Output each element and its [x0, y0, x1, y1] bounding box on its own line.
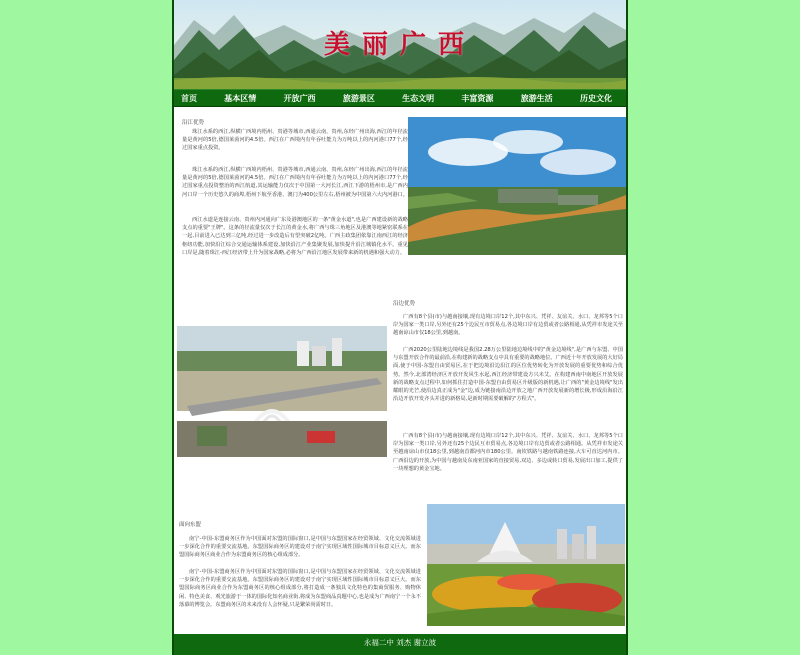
- nav-item-scenic-spots[interactable]: 旅游景区: [342, 93, 375, 103]
- nav-item-home[interactable]: 首页: [181, 93, 197, 103]
- main-nav: [174, 89, 626, 107]
- banner: [174, 0, 626, 89]
- asean-expo-photo: [427, 504, 625, 626]
- section-title-asean: 面向东盟: [179, 522, 202, 528]
- section3-paragraph-2: 南宁-中国-东盟商务区作为中国面对东盟的国际窗口,是中国与东盟国家在经贸领域、文化交流领域进一步深化合作的重要交流基地。东盟国际商务区的建设对于南宁实现区域性国际城市目标意义巨大。而东盟国际商务区商业合作为东盟商务区的核心组成部分,将打造成一条独具文化特色的集商贸服务、购物休闲、特色美食、观光旅游于一体的国际化知名商业街,将成为东盟商品真题中心,也是成为广西南宁一个永不落幕的博览会。东盟商务区的未来没有人会怀疑,只是繁荣尚需时日。: [179, 569, 421, 608]
- banner-title: 美丽广西: [323, 30, 476, 60]
- nav-item-resources[interactable]: 丰富资源: [461, 93, 494, 103]
- section1-paragraph-3: 西江水道是连接云南、贵州内河通向广东及港澳地区的一条"黄金水道",也是广西建设新的战略支点的重要"王牌"。这条的径流量仅次于长江的黄金水,将广西与珠三角地区及港澳等地紧密联系在一起,目前进入已达到三亿吨,经过进一步改造后有望突破2亿吨。广西主政集团依靠江南西江的经济枢纽功能,加快沿江综合交通运输体系建设,加快沿江产业集聚发展,加快提升沿江城镇化水平。重见口岸是,随着珠江-西江经济带上升为国家战略,必将为广西沿江地区发展带来新的机遇和强大动力。: [182, 217, 408, 256]
- nav-item-life[interactable]: 旅游生活: [520, 93, 553, 103]
- river-aerial-photo: [408, 117, 626, 255]
- nav-item-open-guangxi[interactable]: 开放广西: [283, 93, 316, 103]
- nav-item-ecology[interactable]: 生态文明: [402, 93, 435, 103]
- border-bridge-photo: [177, 326, 387, 457]
- section2-paragraph-2: 广西2020公里陆地边境线是我国2.28万公里陆地边境线中的"黄金边境线",是广西与东盟、中国与东盟开放合作的最前沿,在构建新的战略支点中具有重要的战略地位。广西近十年开放发展的大好局面,使于中国-东盟自由贸易区,在于把边境沿边沿江的区位优势转化为开放发展的重要优势和综合优势。然今,北部湾经济区开放开发风生水起,西江经济带建设方兴未艾。在构建西南中南地区开放发展新的战略支点过程中,如何抓住打造中国-东盟自由贸易区升级版的新机遇,让广西的"黄金边境线"发出耀眼的光芒,使沿边真正成为"金"边,成为链接南沿边开放之地广西开放发展新的增长极,形成沿海沿江沿边开放开发齐头并进的新格局,是新时期需要破解的"方程式"。: [393, 347, 623, 403]
- nav-item-basic-info[interactable]: 基本区情: [224, 93, 257, 103]
- section2-paragraph-3: 广西有8个县(市)与越南接壤,现有边境口岸12个,其中东兴、凭祥、友谊关、水口、龙邦等5个口岸为国家一类口岸,另外还有25个边民互市贸易点,各边境口岸有边贸或者公路相通。从凭祥市发途关至越南谅山市仅18公里,到越南首都河内市180公里。南钦铁路与越南铁路连接,大车可直达河内市。广西沿边的开放,为中国与越南及东南亚国家的直接贸易,双边、多边或转口贸易,发展出口加工,提供了一块理想的黄金宝地。: [393, 433, 623, 472]
- page-container: [172, 0, 628, 655]
- section3-paragraph-1: 南宁-中国-东盟商务区作为中国面对东盟的国际窗口,是中国与东盟国家在经贸领域、文化交流领域进一步深化合作的重要交流基地。东盟国际商务区的建设对于南宁实现区域性国际城市目标意义巨大。而东盟国际商务区商业合作为东盟商务区的核心组成部分。: [179, 536, 421, 559]
- footer: 永福二中 刘杰 谢立波: [174, 634, 626, 655]
- section1-paragraph-2: 珠江水系的西江,纵横广西境内梧州、贵港等城市,西通云南、贵州,东经广州出海,西江的年径流量是黄河的5倍,德国莱茵河的4.5倍。西江在广西境内有年吞吐能力为万吨以上的内河港口77个,经过国家重点投资整治的西江航道,其运输能力仅次于中国第一大河长江,西江下游的梧州市,是广西内河口岸一个历史悠久的商埠,梧州下航至香港、澳门为400公里左右,梧州被为中国第六大内河港口。: [182, 167, 408, 198]
- nav-item-history[interactable]: 历史文化: [579, 93, 612, 103]
- section1-paragraph-1: 珠江水系的西江,纵横广西境内梧州、贵港等城市,西通云南、贵州,东经广州出海,西江的年径流量是黄河的5倍,德国莱茵河的4.5倍。西江在广西境内有年吞吐能力为万吨以上的内河港口77个,经过国家重点投资。: [182, 129, 408, 152]
- section-title-river: 沿江优势: [182, 120, 205, 126]
- section-title-border: 沿边优势: [393, 301, 416, 307]
- section2-paragraph-1: 广西有8个县(市)与越南接壤,现有边境口岸12个,其中东兴、凭祥、友谊关、水口、龙邦等5个口岸为国家一类口岸,另外还有25个边民互市贸易点,各边境口岸有边贸或者公路相通,从凭祥市发途关至越南谅山市仅18公里,到越南。: [393, 314, 623, 337]
